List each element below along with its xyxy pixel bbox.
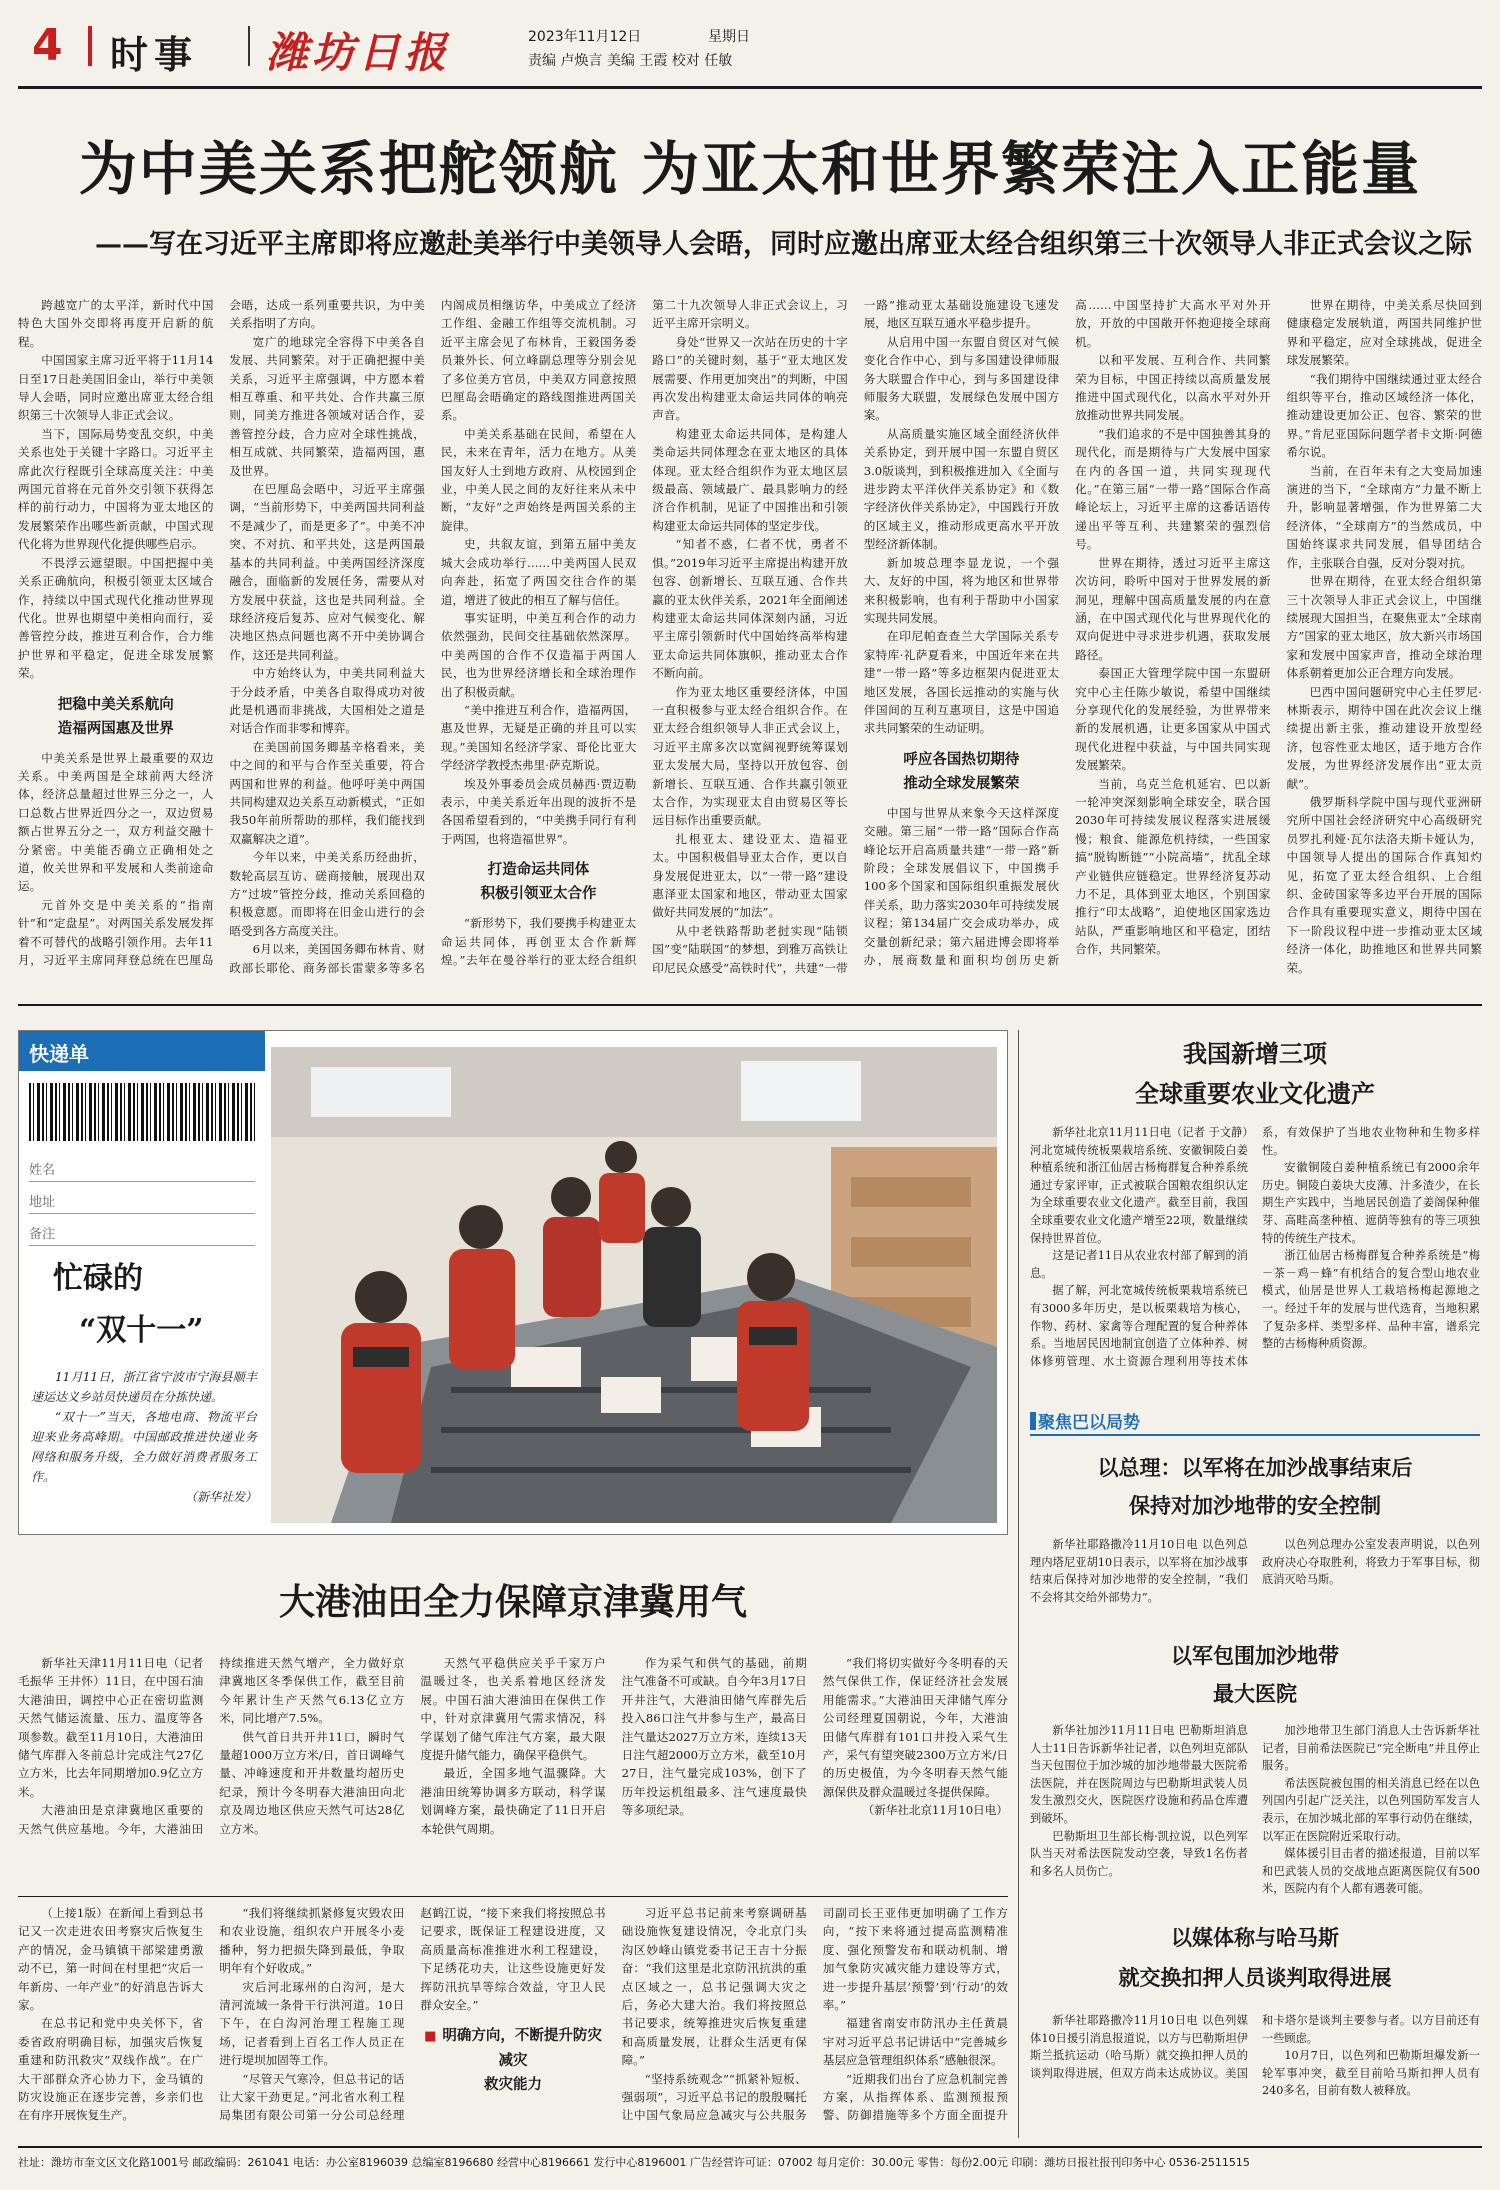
form-line	[29, 1181, 255, 1182]
paragraph: （上接1版）在新闻上看到总书记又一次走进农田考察灾后恢复生产的情况，金马镇镇干部梁建勇激动不已，第一时间在村里把“灾后一年新房、一年产业”的好消息告诉大家。	[18, 1906, 204, 2013]
paragraph: 从中老铁路帮助老挝实现“陆锁国”变“陆联国”的梦想，到雅万高铁让印尼民众感受“高铁时代”，共建“一带一路”推动亚太基础设施建设飞速发展，地区互联互通水平稳步提升。	[652, 298, 1060, 975]
publisher-footer: 社址：潍坊市奎文区文化路1001号 邮政编码：261041 电话：办公室8196039 总编室8196680 经营中心8196661 发行中心8196001 广告经营许可证：07002 每月定价：30.00元 零售：每份2.00元 印刷：潍坊日报社报刊印务中心 0536-2511515	[18, 2156, 1250, 2169]
paragraph: 在总书记和党中央关怀下，省委省政府明确目标，加强灾后恢复重建和防汛救灾“双线作战”。在广大干部群众齐心协力下，金马镇的防灾设施正在逐步完善，乡亲们也在有序开展恢复生产。	[18, 2016, 204, 2123]
paragraph: 从高质量实施区域全面经济伙伴关系协定，到开展中国一东盟自贸区3.0版谈判，到积极推进加入《全面与进步跨太平洋伙伴关系协定》和《数字经济伙伴关系协定》，中国践行开放的区域主义，推动形成更高水平开放型经济新体制。	[863, 426, 1060, 552]
photo-title-line2: “双十一”	[79, 1313, 204, 1348]
express-photo-module	[18, 1030, 1008, 1535]
footer-rule	[18, 2146, 1482, 2148]
paragraph: 新华社耶路撒冷11月10日电 以色列媒体10日援引消息报道说，以方与巴勒斯坦伊斯兰抵抗运动（哈马斯）就交换扣押人员的谈判取得进展，但双方尚未达成协议。美国和卡塔尔是谈判主要参与者。以方目前还有一些顾虑。	[1030, 2014, 1480, 2080]
paragraph: 希法医院被包围的相关消息已经在以色列国内引起广泛关注，以色列国防军发言人表示，在加沙城北部的军事行动仍在继续，以军正在医院附近采取行动。	[1262, 1776, 1480, 1843]
israel-article2-body	[1030, 1722, 1480, 1906]
paragraph: 新华社加沙11月11日电 巴勒斯坦消息人士11日告诉新华社记者，以色列坦克部队当天包围位于加沙城的加沙地带最大医院希法医院，并在医院周边与巴勒斯坦武装人员发生激烈交火，医院医疗设施和药品仓库遭到破坏。	[1030, 1724, 1248, 1825]
paragraph: 媒体援引目击者的描述报道，目前以军和巴武装人员的交战地点距离医院仅有500米，医院内有个人都有遇袭可能。	[1262, 1847, 1480, 1896]
paragraph: 俄罗斯科学院中国与现代亚洲研究所中国社会经济研究中心高级研究员罗扎利娅·瓦尔法洛夫斯卡娅认为，中国领导人提出的国际合作真知灼见，拓宽了亚太经合组织、上合组织、金砖国家等多边平台开展的国际合作具有重要现实意义，期待中国在下一阶段议程中进一步推动亚太区域经济一体化，助推地区和世界共同繁荣。	[1286, 794, 1482, 975]
paragraph: 当前，在百年未有之大变局加速演进的当下，“全球南方”力量不断上升，影响显著增强，作为世界第二大经济体，“全球南方”的当然成员，中国始终谋求共同发展，倡导团结合作，主张联合自强，反对分裂对抗。	[1286, 463, 1482, 570]
israel-article1-title-line2: 保持对加沙地带的安全控制	[1129, 1493, 1381, 1518]
paragraph: 新华社耶路撒冷11月10日电 以色列总理内塔尼亚胡10日表示，以军将在加沙战事结束后保持对加沙地带的安全控制，“我们不会将其交给外部势力”。	[1030, 1538, 1248, 1604]
paragraph: 史，共叙友谊，到第五届中美友城大会成功举行……中美两国人民双向奔赴，拓宽了两国交往合作的渠道，增进了彼此的相互了解与信任。	[440, 537, 637, 607]
paragraph: 中美关系基础在民间，希望在人民，未来在青年，活力在地方。从美国友好人士到地方政府、从校园到企业，中美人民之间的友好往来从未中断，“友好”之声始终是两国关系的主旋律。	[440, 426, 637, 533]
paragraph: 当下，国际局势变乱交织，中美关系也处于关键十字路口。习近平主席此次行程既引全球高度关注：中美两国元首将在元首外交引领下获得怎样的前行动力，中国将为亚太地区的发展繁荣作出哪些新贡献，中国式现代化将为世界现代化提供哪些启示。	[18, 426, 214, 552]
paragraph: “我们追求的不是中国独善其身的现代化，而是期待与广大发展中国家在内的各国一道，共同实现现代化。”在第三届“一带一路”国际合作高峰论坛上，习近平主席的这番话语传递出平等互利、共建繁荣的强烈信号。	[1075, 426, 1271, 552]
paragraph: “近期我们出台了应急机制完善方案，从指挥体系、监测预报预警、防御措施等多个方面全面提升	[822, 2071, 1008, 2123]
paragraph: “坚持系统观念”“抓紧补短板、强弱项”，习近平总书记的殷殷嘱托让中国气象局应急减灾与公共服务司副司长王亚伟更加明确了工作方向，“按下来将通过提高监测精准度、强化预警发布和联动机制、增加气象防灾减灾能力建设等方式，进一步提升基层‘预警’到‘行动’的效率。”	[621, 1906, 1008, 2123]
paragraph: 世界在期待，透过习近平主席这次访问，聆听中国对于世界发展的新洞见，理解中国高质量发展的内在意涵，在中国式现代化与世界现代化的双向促进中寻求进步机遇，获取发展路径。	[1075, 555, 1271, 662]
paragraph: 新华社天津11月11日电（记者 毛振华 王井怀）11日，在中国石油大港油田，调控中心正在密切监测天然气储运流量、压力、温度等各项参数。截至11月10日，大港油田储气库群入冬前总计完成注气27亿立方米，比去年同期增加0.9亿立方米。	[18, 1656, 204, 1799]
form-label-address: 地址	[29, 1195, 56, 1210]
paragraph: 中美关系是世界上最重要的双边关系。中美两国是全球前两大经济体，经济总量超过世界三分之一，人口总数占世界近四分之一，双边贸易额占世界五分之一，双方利益交融十分紧密。中美能否确立正确相处之道，攸关世界和平发展和人类前途命运。	[18, 750, 214, 894]
lead-article-body	[18, 296, 1482, 986]
paragraph: 据了解，河北宽城传统板栗栽培系统已有3000多年历史，是以板栗栽培为核心，作物、药材、家禽等合理配置的复合种养体系。当地居民因地制宜创造了立体种养、树体修剪管理、水土资源合理利用等技术体系，有效保护了当地农业物种和生物多样性。	[1030, 1126, 1480, 1368]
photo-credit: （新华社发）	[184, 1490, 257, 1504]
paragraph: 巴西中国问题研究中心主任罗尼·林斯表示，期待中国在此次会议上继续提出新主张，推动建设开放型经济，包容性亚太地区，适于地方合作发展，为世界经济发展作出“亚太贡献”。	[1286, 684, 1482, 791]
paragraph: 新加坡总理李显龙说，一个强大、友好的中国，将为地区和世界带来积极影响，也有利于帮助中小国家实现共同发展。	[863, 555, 1060, 625]
paragraph: 构建亚太命运共同体，是构建人类命运共同体理念在亚太地区的具体体现。亚太经合组织作为亚太地区层级最高、领域最广、最具影响力的经济合作机制，见证了中国推出和引领构建亚太命运共同体的坚定步伐。	[652, 426, 848, 533]
masthead	[18, 16, 1482, 80]
paragraph: 当前，乌克兰危机延宕、巴以新一轮冲突深刻影响全球安全，联合国2030年可持续发展议程落实进展缓慢；粮食、能源危机持续，一些国家搞“脱钩断链”“小院高墙”，扰乱全球产业链供应链稳定。世界经济复苏动力不足，具体到亚太地区，个别国家推行“印太战略”，迫使地区国家选边站队，严重影响地区和平稳定，团结合作，共同繁荣。	[1075, 776, 1271, 957]
paragraph: 以色列总理办公室发表声明说，以色列政府决心夺取胜利，将致力于军事目标，彻底消灭哈马斯。	[1262, 1538, 1480, 1587]
paragraph: 作为亚太地区重要经济体，中国一直积极参与亚太经合组织合作。在亚太经合组织领导人非正式会议上，习近平主席多次以宽阔视野统筹谋划亚太发展大局，坚持以开放包容、创新增长、互联互通、合作共赢引领亚太合作，为实现亚太自由贸易区等长远目标作出重要贡献。	[652, 684, 848, 828]
paragraph: 天然气平稳供应关乎千家万户温暖过冬，也关系着地区经济发展。中国石油大港油田在保供工作中，针对京津冀用气需求情况，科学谋划了储气库注气方案，最大限度提升储气能力，确保平稳供气。	[420, 1656, 606, 1763]
paragraph: 在美国前国务卿基辛格看来，美中之间的和平与合作至关重要，符合两国和世界的利益。他呼吁美中两国共同构建双边关系互动新模式，“正如我50年前所帮助的那样，我们能找到双赢解决之道”。	[229, 739, 425, 846]
israel-article3-title-line1: 以媒体称与哈马斯	[1171, 1925, 1339, 1950]
paragraph: 元首外交是中美关系的“指南针”和“定盘星”。对两国关系发展发挥着不可替代的战略引领作用。去年11月，习近平主席同拜登总统在巴厘岛会晤，达成一系列重要共识，为中美关系指明了方向。	[18, 298, 425, 967]
paragraph: 中方始终认为，中美共同利益大于分歧矛盾，中美各自取得成功对彼此是机遇而非挑战，大国相处之道是对话合作而非零和博弈。	[229, 666, 425, 736]
israel-article2-title-line2: 最大医院	[1213, 1681, 1297, 1706]
israel-article3-body	[1030, 2012, 1480, 2140]
subheading: 打造命运共同体 积极引领亚太合作	[480, 861, 597, 903]
paragraph: “我们期待中国继续通过亚太经合组织等平台，推动区域经济一体化，推动建设更加公正、包容、繁荣的世界。”肯尼亚国际问题学者卡文斯·阿德希尔说。	[1286, 371, 1482, 460]
paragraph: 灾后河北琢州的白沟河，是大清河流域一条骨干行洪河道。10日下午，在白沟河治理工程施工现场，记者看到上百名工作人员正在进行堤坝加固等工作。	[219, 1979, 405, 2068]
paragraph: 福建省南安市防汛办主任黄晨宇对习近平总书记讲话中“完善城乡基层应急管理组织体系”感触很深。	[822, 2016, 1008, 2068]
paragraph: 世界在期待，中美关系尽快回到健康稳定发展轨道，两国共同维护世界和平稳定，应对全球挑战，促进全球发展繁荣。	[1286, 298, 1482, 368]
section-rule	[18, 1896, 1008, 1897]
column-divider	[1018, 1030, 1019, 2138]
paragraph: 10月7日，以色列和巴勒斯坦爆发新一轮军事冲突，截至目前哈马斯扣押人员有240多名，目前有数人被释放。	[1262, 2049, 1480, 2098]
israel-article1-body	[1030, 1536, 1480, 1626]
israel-article3-title-line2: 就交换扣押人员谈判取得进展	[1118, 1965, 1392, 1990]
photo-title-line1: 忙碌的	[53, 1261, 143, 1296]
flood-continuation-body	[18, 1904, 1008, 2140]
photo-caption	[31, 1367, 257, 1507]
focus-tag-label: 聚焦巴以局势	[1038, 1413, 1140, 1433]
paragraph: 中国与世界从来象今天这样深度交融。第三届“一带一路”国际合作高峰论坛开启高质量共建“一带一路”新阶段；全球发展倡议下，中国携手100多个国家和国际组织重振发展伙伴关系，助力落实2030年可持续发展议程；第134届广交会成功举办，成交量创新纪录；第六届进博会即将举办，展商数量和面积均创历史新高……中国坚持扩大高水平对外开放，开放的中国敞开怀抱迎接全球商机。	[863, 298, 1271, 967]
paragraph: 巴勒斯坦卫生部长梅·凯拉说，以色列军队当天对希法医院发动空袭，导致1名伤者和多名人员伤亡。	[1030, 1829, 1248, 1878]
gas-article-body	[18, 1654, 1008, 1884]
paragraph: 供气首日共开井11口，瞬时气量超1000万立方米/日，首日调峰气量、冲峰速度和开井数量均超历史纪录，预计今冬明春大港油田向北京及周边地区供应天然气可达28亿立方米。	[219, 1729, 405, 1836]
paragraph: “美中推进互利合作，造福两国，惠及世界，无疑是正确的并且可以实现。”美国知名经济学家、哥伦比亚大学经济学教授杰弗里·萨克斯说。	[440, 702, 637, 773]
focus-tag	[1030, 1406, 1480, 1436]
paragraph: 作为采气和供气的基础，前期注气准备不可或缺。自今年3月17日开井注气，大港油田储气库群先后投入86口注气井参与生产，最高日注气量达2027万立方米，连续13天日注气超2000万立方米，截至10月27日，注气量完成103%，创下了历年投运机组最多、注气速度最快等多项纪录。	[621, 1656, 807, 1818]
paragraph: 习近平总书记前来考察调研基础设施恢复建设情况，令北京门头沟区妙峰山镇党委书记王吉十分振奋：“我们这里是北京防汛抗洪的重点区域之一，总书记强调大灾之后，务必大建大治。我们将按照总书记要求，统筹推进灾后恢复重建和高质量发展，让群众生活更有保障。”	[621, 1906, 807, 2068]
masthead-divider	[88, 26, 92, 66]
form-line	[29, 1245, 255, 1246]
news-photo-warehouse	[271, 1047, 997, 1523]
paragraph: 跨越宽广的太平洋，新时代中国特色大国外交即将再度开启新的航程。	[18, 298, 214, 349]
form-label-note: 备注	[29, 1227, 56, 1242]
paragraph: “我们将切实做好今冬明春的天然气保供工作，保证经济社会发展用能需求。”大港油田天津储气库分公司经理夏国朝说，今年，大港油田储气库群有101口井投入采气生产，采气有望突破2300万立方米/日的历史极值，为今冬明春天然气能源保供及群众温暖过冬提供保障。	[822, 1656, 1008, 1799]
paragraph: 不畏浮云遮望眼。中国把握中美关系正确航向，积极引领亚太区域合作，持续以中国式现代化推动世界现代化。世界也期望中美相向而行，妥善管控分歧，推进互利合作，合力维护世界和平稳定，促进全球发展繁荣。	[18, 555, 214, 681]
caption-text: 11月11日，浙江省宁波市宁海县顺丰速运达义乡站员快递员在分拣快递。	[31, 1370, 257, 1404]
paragraph: 泰国正大管理学院中国一东盟研究中心主任陈少敏说，希望中国继续分享现代化的发展经验，为世界带来新的发展机遇，让更多国家从中国式现代化进程中获益，与中国共同实现发展繁荣。	[1075, 666, 1271, 773]
paragraph: 在印尼帕查查兰大学国际关系专家特库·礼萨夏看来，中国近年来在共建“一带一路”等多边框架内促进亚太地区发展，各国长远推动的实施与伙伴国间的互利互惠项目，这是中国追求共同繁荣的生动证明。	[863, 629, 1060, 736]
paragraph: 从启用中国一东盟自贸区对气候变化合作中心，到与多国建设律师服务大联盟合作中心，到与多国建设律师服务大联盟，发展绿色发展中国方案。	[863, 334, 1060, 423]
paragraph: “我们将继续抓紧修复灾毁农田和农业设施，组织农户开展冬小麦播种，努力把损失降到最低，争取明年有个好收成。”	[219, 1906, 405, 1976]
paragraph: 中国国家主席习近平将于11月14日至17日赴美国旧金山，举行中美领导人会晤，同时应邀出席亚太经合组织第三十次领导人非正式会议。	[18, 353, 214, 423]
paragraph: 以和平发展、互利合作、共同繁荣为目标，中国正持续以高质量发展推进中国式现代化，以高水平对外开放推动世界共同发展。	[1075, 353, 1271, 423]
subheading: 呼应各国热切期待 推动全球发展繁荣	[903, 750, 1020, 792]
paragraph: “知者不惑，仁者不忧，勇者不惧。”2019年习近平主席提出构建开放包容、创新增长、互联互通、合作共赢的亚太伙伴关系，2021年全面阐述构建亚太命运共同体深刻内涵，习近平主席引领新时代中国始终高举构建亚太命运共同体旗帜，推动亚太合作不断向前。	[652, 537, 848, 681]
paragraph: 这是记者11日从农业农村部了解到的消息。	[1030, 1249, 1248, 1280]
subheading: 把稳中美关系航向 造福两国惠及世界	[57, 695, 174, 737]
masthead-divider-thin	[248, 26, 250, 66]
israel-article1-title-line1: 以总理：以军将在加沙战事结束后	[1097, 1455, 1413, 1480]
israel-article2-title-line1: 以军包围加沙地带	[1171, 1643, 1339, 1668]
square-bullet-icon: ■	[424, 2029, 437, 2045]
paragraph: 宽广的地球完全容得下中美各自发展、共同繁荣。对于正确把握中美关系，习近平主席强调，中方愿本着相互尊重、和平共处、合作共赢三原则，同美方推进各领域对话合作，妥善管控分歧，合力应对全球性挑战，相互成就、共同繁荣，造福两国，惠及世界。	[229, 334, 425, 478]
page-number: 4	[32, 20, 63, 71]
paragraph: 身处“世界又一次站在历史的十字路口”的关键时刻，基于“亚太地区发展需要、作用更加突出”的判断，中国再次发出构建亚太命运共同体的响亮声音。	[652, 334, 848, 423]
editor-credits: 责编 卢焕言 美编 王霞 校对 任敏	[528, 53, 733, 69]
paragraph: 世界在期待，在亚太经合组织第三十次领导人非正式会议上，中国继续展现大国担当，在聚焦亚太“全球南方”国家的亚太地区，放大新兴市场国家和发展中国家声音，推动全球治理体系朝着更加公正合理方向发展。	[1286, 574, 1482, 681]
barcode-icon	[29, 1083, 255, 1141]
lead-headline: 为中美关系把舵领航 为亚太和世界繁荣注入正能量	[78, 135, 1422, 203]
paragraph: 今年以来，中美关系历经曲折，数轮高层互访、磋商接触，展现出双方“过坡”管控分歧，推动关系回稳的积极意愿。而即将在旧金山进行的会晤受到各方高度关注。	[229, 850, 425, 938]
heritage-title-line1: 我国新增三项	[1183, 1039, 1327, 1068]
issue-weekday: 星期日	[708, 29, 750, 45]
subheading: ■ 明确方向，不断提升防灾减灾 救灾能力	[424, 2027, 602, 2094]
issue-date: 2023年11月12日	[528, 29, 642, 45]
paragraph: “新形势下，我们要携手构建亚太命运共同体，再创亚太合作新辉煌。”去年在曼谷举行的亚太经合组织第二十九次领导人非正式会议上，习近平主席开宗明义。	[440, 298, 848, 967]
paragraph: 最近，全国多地气温骤降。大港油田统筹协调多方联动，科学谋划调峰方案，最快确定了11日开启本轮供气周期。	[420, 1766, 606, 1836]
paragraph: 6月以来，美国国务卿布林肯、财政部长耶伦、商务部长雷蒙多等多名内阁成员相继访华，中美成立了经济工作组、金融工作组等交流机制。习近平主席会见了布林肯，王毅国务委员兼外长、何立峰副总理等分别会见了多位美方官员，中美双方同意按照巴厘岛会晤确定的路线图推进两国关系。	[229, 298, 637, 975]
lead-subhead: ——写在习近平主席即将应邀赴美举行中美领导人会晤，同时应邀出席亚太经合组织第三十次领导人非正式会议之际	[95, 229, 1472, 260]
heritage-article-body	[1030, 1124, 1480, 1396]
paragraph: 安徽铜陵白姜种植系统已有2000余年历史。铜陵白姜块大皮薄、汁多渣少，在长期生产实践中，当地居民创造了姜阁保种催芽、高畦高垄种植、遮荫等独有的等三项独特的传统生产技术。	[1262, 1161, 1480, 1245]
masthead-rule	[18, 86, 1482, 89]
caption-text: “双十一”当天，各地电商、物流平台迎来业务高峰期。中国邮政推进快递业务网络和服务升级，全力做好消费者服务工作。	[31, 1410, 257, 1484]
warehouse-photo-illustration	[271, 1047, 997, 1523]
paragraph: 埃及外事委员会成员赫西·贾迈勒表示，中美关系近年出现的波折不是各国希望看到的，“中美携手同行有利于两国，也将造福世界”。	[440, 776, 637, 846]
paragraph: 大港油田是京津冀地区重要的天然气供应基地。今年，大港油田持续推进天然气增产，全力做好京津冀地区冬季保供工作，截至目前今年累计生产天然气6.13亿立方米，同比增产7.5%。	[18, 1656, 405, 1836]
paragraph: 事实证明，中美互利合作的动力依然强劲，民间交往基础依然深厚。中美两国的合作不仅造福于两国人民，也为世界经济增长和全球治理作出了积极贡献。	[440, 610, 637, 699]
paragraph: 在巴厘岛会晤中，习近平主席强调，“当前形势下，中美两国共同利益不是减少了，而是更多了”。中美不冲突、不对抗、和平共处，这是两国最基本的共同利益。中美两国经济深度融合，面临新的发展任务，需要从对方发展中获益，这也是共同利益。全球经济疫后复苏、应对气候变化、解决地区热点问题也离不开中美协调合作，这还是共同利益。	[229, 482, 425, 662]
paragraph: 扎根亚太、建设亚太、造福亚太。中国积极倡导亚太合作，更以自身发展促进亚太，以“一带一路”建设惠泽亚太国家和地区，带动亚太国家做好共同发展的“加法”。	[652, 831, 848, 920]
express-tag: 快递单	[19, 1031, 265, 1071]
form-line	[29, 1213, 255, 1214]
paragraph: 加沙地带卫生部门消息人士告诉新华社记者，目前希法医院已“完全断电”并且停止服务。	[1262, 1724, 1480, 1773]
tag-marker-icon	[1030, 1412, 1036, 1430]
paragraph: 浙江仙居古杨梅群复合种养系统是“梅－茶－鸡－蜂”有机结合的复合型山地农业模式，仙居是世界人工栽培杨梅起源地之一。经过千年的发展与世代选育，当地积累了复杂多样、类型多样、品种丰富，谱系完整的古杨梅种质资源。	[1262, 1249, 1480, 1351]
gas-article-title: 大港油田全力保障京津冀用气	[278, 1581, 747, 1623]
newspaper-logo: 潍坊日报	[266, 28, 451, 77]
paragraph: “尽管天气寒冷，但总书记的话让大家干劲更足。”河北省水利工程局集团有限公司第一分公司总经理赵鹤江说，“接下来我们将按照总书记要求，既保证工程建设进度，又高质量高标准推进水利工程建设，下足绣花功夫，让这些设施更好发挥防汛抗旱等综合效益，守卫人民群众安全。”	[219, 1906, 606, 2123]
dateline-sign: （新华社北京11月10日电）	[862, 1803, 1008, 1818]
heritage-title-line2: 全球重要农业文化遗产	[1135, 1079, 1375, 1108]
paragraph: 新华社北京11月11日电（记者 于文静）河北宽城传统板栗栽培系统、安徽铜陵白姜种植系统和浙江仙居古杨梅群复合种养系统通过专家评审，正式被联合国粮农组织认定为全球重要农业文化遗产。截至目前，我国全球重要农业文化遗产增至22项，数量继续保持世界首位。	[1030, 1126, 1248, 1245]
section-rule	[18, 1004, 1482, 1006]
section-name: 时事	[110, 33, 199, 77]
form-label-name: 姓名	[29, 1163, 56, 1178]
